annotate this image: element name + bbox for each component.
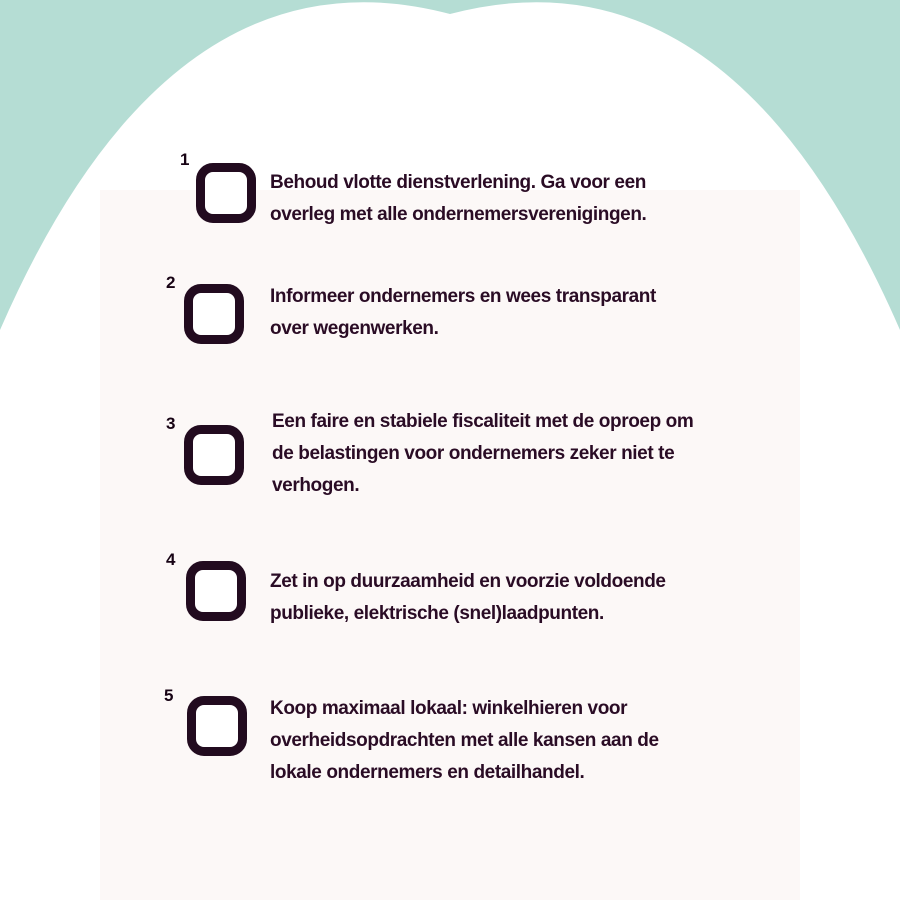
item-text <box>272 406 693 502</box>
item-line: verhogen. <box>272 475 360 496</box>
checkbox-icon <box>196 163 256 223</box>
item-text <box>270 693 659 789</box>
checkbox-icon <box>187 696 247 756</box>
item-number: 3 <box>166 414 176 433</box>
item-line: Behoud vlotte dienstverlening. Ga voor een <box>270 172 646 193</box>
item-line: Een faire en stabiele fiscaliteit met de oproep om <box>272 411 694 432</box>
item-text <box>270 566 666 630</box>
item-line: over wegenwerken. <box>270 318 439 339</box>
checkbox-icon <box>186 561 246 621</box>
item-line: publieke, elektrische (snel)laadpunten. <box>270 603 604 624</box>
item-number: 1 <box>180 150 190 169</box>
item-line: overleg met alle ondernemersverenigingen. <box>270 204 647 225</box>
item-line: de belastingen voor ondernemers zeker niet te <box>272 443 675 464</box>
checkbox-icon <box>184 425 244 485</box>
checkbox-icon <box>184 284 244 344</box>
item-text <box>270 167 646 231</box>
item-line: Zet in op duurzaamheid en voorzie voldoende <box>270 571 666 592</box>
item-text <box>270 281 656 345</box>
item-line: Informeer ondernemers en wees transparant <box>270 286 656 307</box>
item-line: lokale ondernemers en detailhandel. <box>270 762 585 783</box>
item-number: 4 <box>166 550 176 569</box>
item-number: 5 <box>164 686 174 705</box>
item-number: 2 <box>166 273 176 292</box>
item-line: overheidsopdrachten met alle kansen aan de <box>270 730 659 751</box>
item-line: Koop maximaal lokaal: winkelhieren voor <box>270 698 628 719</box>
